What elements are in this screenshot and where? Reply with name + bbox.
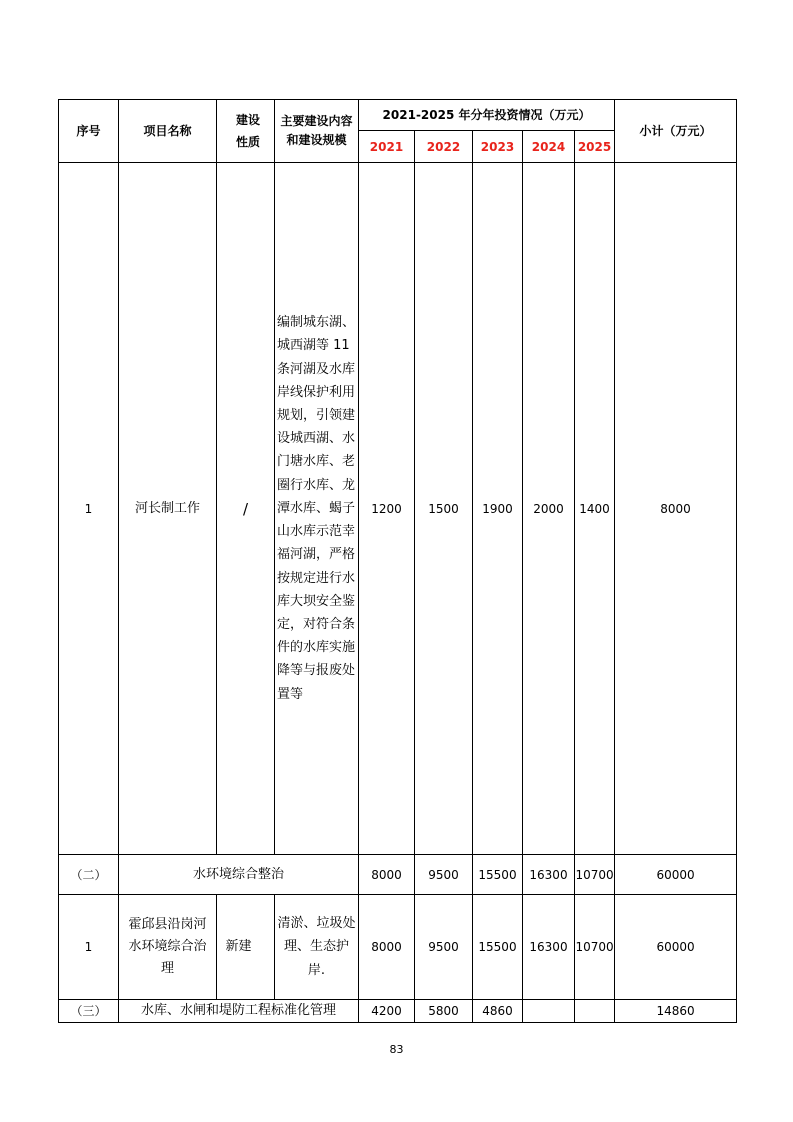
row-value-2022: 9500	[415, 855, 473, 895]
table-row	[59, 163, 737, 855]
header-investment: 2021-2025 年分年投资情况（万元）	[359, 100, 615, 131]
row-value-2025	[575, 1000, 615, 1023]
row-value-2023: 1900	[473, 163, 523, 855]
row-seq: （三）	[59, 1000, 119, 1023]
header-content: 主要建设内容和建设规模	[275, 100, 359, 163]
row-name: 水环境综合整治	[119, 855, 359, 895]
year-2025: 2025	[575, 131, 615, 163]
table-row	[59, 855, 737, 895]
row-value-2024: 2000	[523, 163, 575, 855]
row-seq: 1	[59, 163, 119, 855]
row-seq: 1	[59, 895, 119, 1000]
header-project-name: 项目名称	[119, 100, 217, 163]
row-value-2021: 1200	[359, 163, 415, 855]
row-value-2025: 10700	[575, 895, 615, 1000]
row-name: 霍邱县沿岗河水环境综合治理	[119, 895, 217, 1000]
row-value-2025: 1400	[575, 163, 615, 855]
row-value-2023: 15500	[473, 855, 523, 895]
year-2021: 2021	[359, 131, 415, 163]
page-number: 83	[389, 1043, 404, 1056]
row-name: 水库、水闸和堤防工程标准化管理	[119, 1000, 359, 1023]
row-content: 清淤、垃圾处理、生态护岸.	[275, 895, 359, 1000]
row-value-2024: 16300	[523, 895, 575, 1000]
table-row	[59, 1000, 737, 1023]
table-row	[59, 895, 737, 1000]
row-nature: 新建	[217, 895, 275, 1000]
row-subtotal: 14860	[615, 1000, 737, 1023]
row-value-2025: 10700	[575, 855, 615, 895]
year-2024: 2024	[523, 131, 575, 163]
investment-table	[58, 99, 737, 1023]
row-value-2024	[523, 1000, 575, 1023]
row-value-2024: 16300	[523, 855, 575, 895]
year-2022: 2022	[415, 131, 473, 163]
year-2023: 2023	[473, 131, 523, 163]
row-subtotal: 60000	[615, 855, 737, 895]
row-name: 河长制工作	[119, 163, 217, 855]
header-seq: 序号	[59, 100, 119, 163]
row-value-2022: 1500	[415, 163, 473, 855]
row-value-2022: 9500	[415, 895, 473, 1000]
row-subtotal: 60000	[615, 895, 737, 1000]
row-value-2021: 4200	[359, 1000, 415, 1023]
header-nature: 建设 性质	[217, 100, 275, 163]
row-nature: /	[217, 163, 275, 855]
row-content: 编制城东湖、城西湖等 11 条河湖及水库岸线保护利用规划，引领建设城西湖、水门塘水库、老圈行水库、龙潭水库、蝎子山水库示范幸福河湖，严格按规定进行水库大坝安全鉴定，对符合条件的水库实施降等与报废处置等	[275, 163, 359, 855]
row-value-2021: 8000	[359, 855, 415, 895]
row-seq: （二）	[59, 855, 119, 895]
row-value-2022: 5800	[415, 1000, 473, 1023]
row-value-2023: 4860	[473, 1000, 523, 1023]
header-subtotal: 小计（万元）	[615, 100, 737, 163]
row-value-2023: 15500	[473, 895, 523, 1000]
row-subtotal: 8000	[615, 163, 737, 855]
row-value-2021: 8000	[359, 895, 415, 1000]
